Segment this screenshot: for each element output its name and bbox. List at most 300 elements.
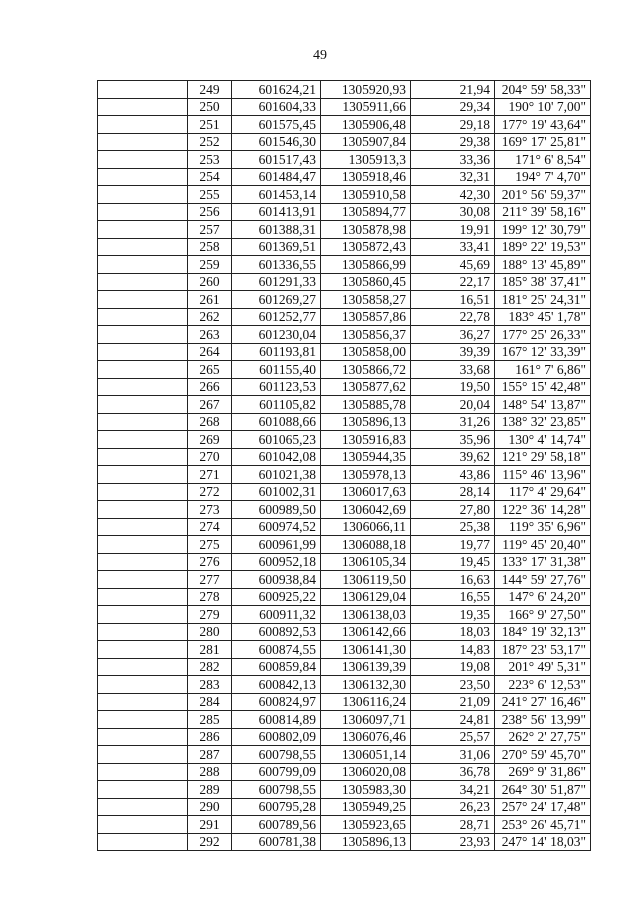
bearing-angle-cell: 166° 9' 27,50" (495, 606, 591, 624)
empty-cell (98, 133, 188, 151)
bearing-angle-cell: 169° 17' 25,81" (495, 133, 591, 151)
y-coordinate-cell: 1306142,66 (321, 623, 411, 641)
y-coordinate-cell: 1305866,72 (321, 361, 411, 379)
point-number-cell: 262 (188, 308, 232, 326)
x-coordinate-cell: 600961,99 (232, 536, 321, 554)
x-coordinate-cell: 601575,45 (232, 116, 321, 134)
table-row (98, 693, 591, 711)
table-row (98, 308, 591, 326)
point-number-cell: 281 (188, 641, 232, 659)
y-coordinate-cell: 1305896,13 (321, 413, 411, 431)
table-row (98, 606, 591, 624)
table-row (98, 133, 591, 151)
empty-cell (98, 361, 188, 379)
x-coordinate-cell: 600925,22 (232, 588, 321, 606)
x-coordinate-cell: 601193,81 (232, 343, 321, 361)
x-coordinate-cell: 601484,47 (232, 168, 321, 186)
point-number-cell: 249 (188, 81, 232, 99)
point-number-cell: 287 (188, 746, 232, 764)
y-coordinate-cell: 1305858,00 (321, 343, 411, 361)
table-row (98, 221, 591, 239)
x-coordinate-cell: 600798,55 (232, 746, 321, 764)
table-row (98, 781, 591, 799)
empty-cell (98, 536, 188, 554)
distance-cell: 25,57 (411, 728, 495, 746)
x-coordinate-cell: 600799,09 (232, 763, 321, 781)
point-number-cell: 271 (188, 466, 232, 484)
y-coordinate-cell: 1305856,37 (321, 326, 411, 344)
table-row (98, 553, 591, 571)
y-coordinate-cell: 1305878,98 (321, 221, 411, 239)
table-row (98, 343, 591, 361)
point-number-cell: 272 (188, 483, 232, 501)
empty-cell (98, 518, 188, 536)
x-coordinate-cell: 600842,13 (232, 676, 321, 694)
bearing-angle-cell: 189° 22' 19,53" (495, 238, 591, 256)
empty-cell (98, 186, 188, 204)
empty-cell (98, 501, 188, 519)
empty-cell (98, 676, 188, 694)
point-number-cell: 291 (188, 816, 232, 834)
bearing-angle-cell: 190° 10' 7,00" (495, 98, 591, 116)
bearing-angle-cell: 144° 59' 27,76" (495, 571, 591, 589)
empty-cell (98, 781, 188, 799)
table-row (98, 361, 591, 379)
distance-cell: 14,83 (411, 641, 495, 659)
distance-cell: 33,68 (411, 361, 495, 379)
empty-cell (98, 641, 188, 659)
y-coordinate-cell: 1305894,77 (321, 203, 411, 221)
empty-cell (98, 466, 188, 484)
distance-cell: 16,63 (411, 571, 495, 589)
empty-cell (98, 343, 188, 361)
bearing-angle-cell: 184° 19' 32,13" (495, 623, 591, 641)
bearing-angle-cell: 194° 7' 4,70" (495, 168, 591, 186)
distance-cell: 22,78 (411, 308, 495, 326)
point-number-cell: 277 (188, 571, 232, 589)
table-row (98, 588, 591, 606)
y-coordinate-cell: 1306139,39 (321, 658, 411, 676)
empty-cell (98, 693, 188, 711)
x-coordinate-cell: 601453,14 (232, 186, 321, 204)
x-coordinate-cell: 600911,32 (232, 606, 321, 624)
empty-cell (98, 658, 188, 676)
coordinates-table-body (98, 81, 591, 851)
empty-cell (98, 291, 188, 309)
y-coordinate-cell: 1305857,86 (321, 308, 411, 326)
bearing-angle-cell: 257° 24' 17,48" (495, 798, 591, 816)
empty-cell (98, 588, 188, 606)
table-row (98, 238, 591, 256)
distance-cell: 33,41 (411, 238, 495, 256)
point-number-cell: 276 (188, 553, 232, 571)
bearing-angle-cell: 138° 32' 23,85" (495, 413, 591, 431)
y-coordinate-cell: 1305906,48 (321, 116, 411, 134)
y-coordinate-cell: 1305978,13 (321, 466, 411, 484)
table-row (98, 483, 591, 501)
y-coordinate-cell: 1305858,27 (321, 291, 411, 309)
point-number-cell: 288 (188, 763, 232, 781)
empty-cell (98, 168, 188, 186)
point-number-cell: 284 (188, 693, 232, 711)
distance-cell: 23,50 (411, 676, 495, 694)
point-number-cell: 270 (188, 448, 232, 466)
x-coordinate-cell: 601042,08 (232, 448, 321, 466)
distance-cell: 19,77 (411, 536, 495, 554)
bearing-angle-cell: 204° 59' 58,33" (495, 81, 591, 99)
y-coordinate-cell: 1305860,45 (321, 273, 411, 291)
y-coordinate-cell: 1306076,46 (321, 728, 411, 746)
distance-cell: 19,08 (411, 658, 495, 676)
table-row (98, 798, 591, 816)
bearing-angle-cell: 167° 12' 33,39" (495, 343, 591, 361)
y-coordinate-cell: 1306088,18 (321, 536, 411, 554)
point-number-cell: 278 (188, 588, 232, 606)
x-coordinate-cell: 601517,43 (232, 151, 321, 169)
bearing-angle-cell: 185° 38' 37,41" (495, 273, 591, 291)
x-coordinate-cell: 600824,97 (232, 693, 321, 711)
distance-cell: 20,04 (411, 396, 495, 414)
empty-cell (98, 728, 188, 746)
x-coordinate-cell: 601624,21 (232, 81, 321, 99)
y-coordinate-cell: 1305877,62 (321, 378, 411, 396)
table-row (98, 466, 591, 484)
empty-cell (98, 378, 188, 396)
table-row (98, 378, 591, 396)
distance-cell: 33,36 (411, 151, 495, 169)
point-number-cell: 267 (188, 396, 232, 414)
distance-cell: 29,34 (411, 98, 495, 116)
y-coordinate-cell: 1305916,83 (321, 431, 411, 449)
y-coordinate-cell: 1305896,13 (321, 833, 411, 851)
y-coordinate-cell: 1305918,46 (321, 168, 411, 186)
bearing-angle-cell: 183° 45' 1,78" (495, 308, 591, 326)
y-coordinate-cell: 1306116,24 (321, 693, 411, 711)
bearing-angle-cell: 133° 17' 31,38" (495, 553, 591, 571)
bearing-angle-cell: 177° 19' 43,64" (495, 116, 591, 134)
distance-cell: 43,86 (411, 466, 495, 484)
empty-cell (98, 746, 188, 764)
point-number-cell: 255 (188, 186, 232, 204)
table-row (98, 256, 591, 274)
point-number-cell: 283 (188, 676, 232, 694)
point-number-cell: 252 (188, 133, 232, 151)
table-row (98, 518, 591, 536)
empty-cell (98, 81, 188, 99)
bearing-angle-cell: 155° 15' 42,48" (495, 378, 591, 396)
y-coordinate-cell: 1305923,65 (321, 816, 411, 834)
y-coordinate-cell: 1305949,25 (321, 798, 411, 816)
table-row (98, 623, 591, 641)
empty-cell (98, 413, 188, 431)
table-row (98, 291, 591, 309)
x-coordinate-cell: 600814,89 (232, 711, 321, 729)
y-coordinate-cell: 1305872,43 (321, 238, 411, 256)
x-coordinate-cell: 600795,28 (232, 798, 321, 816)
x-coordinate-cell: 600789,56 (232, 816, 321, 834)
y-coordinate-cell: 1305866,99 (321, 256, 411, 274)
table-row (98, 116, 591, 134)
y-coordinate-cell: 1306132,30 (321, 676, 411, 694)
table-row (98, 326, 591, 344)
x-coordinate-cell: 600798,55 (232, 781, 321, 799)
y-coordinate-cell: 1305911,66 (321, 98, 411, 116)
distance-cell: 24,81 (411, 711, 495, 729)
distance-cell: 22,17 (411, 273, 495, 291)
table-row (98, 448, 591, 466)
empty-cell (98, 203, 188, 221)
point-number-cell: 274 (188, 518, 232, 536)
empty-cell (98, 833, 188, 851)
bearing-angle-cell: 269° 9' 31,86" (495, 763, 591, 781)
x-coordinate-cell: 601065,23 (232, 431, 321, 449)
bearing-angle-cell: 121° 29' 58,18" (495, 448, 591, 466)
y-coordinate-cell: 1306119,50 (321, 571, 411, 589)
x-coordinate-cell: 601604,33 (232, 98, 321, 116)
x-coordinate-cell: 601369,51 (232, 238, 321, 256)
empty-cell (98, 448, 188, 466)
x-coordinate-cell: 601021,38 (232, 466, 321, 484)
y-coordinate-cell: 1306105,34 (321, 553, 411, 571)
point-number-cell: 265 (188, 361, 232, 379)
table-row (98, 431, 591, 449)
empty-cell (98, 151, 188, 169)
empty-cell (98, 396, 188, 414)
x-coordinate-cell: 601388,31 (232, 221, 321, 239)
table-row (98, 833, 591, 851)
point-number-cell: 280 (188, 623, 232, 641)
distance-cell: 23,93 (411, 833, 495, 851)
y-coordinate-cell: 1305907,84 (321, 133, 411, 151)
bearing-angle-cell: 270° 59' 45,70" (495, 746, 591, 764)
x-coordinate-cell: 601413,91 (232, 203, 321, 221)
x-coordinate-cell: 601088,66 (232, 413, 321, 431)
distance-cell: 19,50 (411, 378, 495, 396)
empty-cell (98, 711, 188, 729)
distance-cell: 19,45 (411, 553, 495, 571)
distance-cell: 45,69 (411, 256, 495, 274)
bearing-angle-cell: 181° 25' 24,31" (495, 291, 591, 309)
bearing-angle-cell: 148° 54' 13,87" (495, 396, 591, 414)
y-coordinate-cell: 1306051,14 (321, 746, 411, 764)
empty-cell (98, 116, 188, 134)
y-coordinate-cell: 1305920,93 (321, 81, 411, 99)
y-coordinate-cell: 1306017,63 (321, 483, 411, 501)
x-coordinate-cell: 601230,04 (232, 326, 321, 344)
distance-cell: 28,71 (411, 816, 495, 834)
empty-cell (98, 273, 188, 291)
distance-cell: 35,96 (411, 431, 495, 449)
bearing-angle-cell: 171° 6' 8,54" (495, 151, 591, 169)
distance-cell: 31,06 (411, 746, 495, 764)
point-number-cell: 264 (188, 343, 232, 361)
y-coordinate-cell: 1305910,58 (321, 186, 411, 204)
point-number-cell: 290 (188, 798, 232, 816)
point-number-cell: 268 (188, 413, 232, 431)
y-coordinate-cell: 1305885,78 (321, 396, 411, 414)
distance-cell: 31,26 (411, 413, 495, 431)
y-coordinate-cell: 1306141,30 (321, 641, 411, 659)
bearing-angle-cell: 187° 23' 53,17" (495, 641, 591, 659)
point-number-cell: 292 (188, 833, 232, 851)
bearing-angle-cell: 115° 46' 13,96" (495, 466, 591, 484)
table-row (98, 81, 591, 99)
bearing-angle-cell: 201° 49' 5,31" (495, 658, 591, 676)
bearing-angle-cell: 122° 36' 14,28" (495, 501, 591, 519)
distance-cell: 28,14 (411, 483, 495, 501)
x-coordinate-cell: 601002,31 (232, 483, 321, 501)
distance-cell: 36,78 (411, 763, 495, 781)
point-number-cell: 256 (188, 203, 232, 221)
y-coordinate-cell: 1306066,11 (321, 518, 411, 536)
bearing-angle-cell: 211° 39' 58,16" (495, 203, 591, 221)
distance-cell: 34,21 (411, 781, 495, 799)
y-coordinate-cell: 1305944,35 (321, 448, 411, 466)
point-number-cell: 279 (188, 606, 232, 624)
distance-cell: 32,31 (411, 168, 495, 186)
empty-cell (98, 483, 188, 501)
table-row (98, 676, 591, 694)
bearing-angle-cell: 130° 4' 14,74" (495, 431, 591, 449)
bearing-angle-cell: 188° 13' 45,89" (495, 256, 591, 274)
point-number-cell: 258 (188, 238, 232, 256)
bearing-angle-cell: 201° 56' 59,37" (495, 186, 591, 204)
x-coordinate-cell: 601155,40 (232, 361, 321, 379)
x-coordinate-cell: 600892,53 (232, 623, 321, 641)
table-row (98, 98, 591, 116)
point-number-cell: 261 (188, 291, 232, 309)
y-coordinate-cell: 1306129,04 (321, 588, 411, 606)
x-coordinate-cell: 600952,18 (232, 553, 321, 571)
y-coordinate-cell: 1306138,03 (321, 606, 411, 624)
distance-cell: 25,38 (411, 518, 495, 536)
distance-cell: 19,35 (411, 606, 495, 624)
point-number-cell: 269 (188, 431, 232, 449)
x-coordinate-cell: 600874,55 (232, 641, 321, 659)
bearing-angle-cell: 161° 7' 6,86" (495, 361, 591, 379)
x-coordinate-cell: 601291,33 (232, 273, 321, 291)
distance-cell: 27,80 (411, 501, 495, 519)
point-number-cell: 257 (188, 221, 232, 239)
empty-cell (98, 606, 188, 624)
point-number-cell: 263 (188, 326, 232, 344)
table-row (98, 203, 591, 221)
coordinates-table (97, 80, 591, 851)
empty-cell (98, 623, 188, 641)
point-number-cell: 275 (188, 536, 232, 554)
table-row (98, 711, 591, 729)
bearing-angle-cell: 119° 35' 6,96" (495, 518, 591, 536)
table-row (98, 151, 591, 169)
page-number: 49 (313, 48, 327, 63)
y-coordinate-cell: 1305913,3 (321, 151, 411, 169)
y-coordinate-cell: 1306020,08 (321, 763, 411, 781)
bearing-angle-cell: 119° 45' 20,40" (495, 536, 591, 554)
table-row (98, 396, 591, 414)
table-row (98, 641, 591, 659)
empty-cell (98, 256, 188, 274)
table-row (98, 168, 591, 186)
distance-cell: 19,91 (411, 221, 495, 239)
distance-cell: 29,38 (411, 133, 495, 151)
bearing-angle-cell: 177° 25' 26,33" (495, 326, 591, 344)
point-number-cell: 286 (188, 728, 232, 746)
bearing-angle-cell: 223° 6' 12,53" (495, 676, 591, 694)
x-coordinate-cell: 600781,38 (232, 833, 321, 851)
distance-cell: 29,18 (411, 116, 495, 134)
point-number-cell: 266 (188, 378, 232, 396)
distance-cell: 18,03 (411, 623, 495, 641)
y-coordinate-cell: 1306042,69 (321, 501, 411, 519)
point-number-cell: 285 (188, 711, 232, 729)
distance-cell: 16,55 (411, 588, 495, 606)
point-number-cell: 254 (188, 168, 232, 186)
table-row (98, 658, 591, 676)
empty-cell (98, 571, 188, 589)
bearing-angle-cell: 117° 4' 29,64" (495, 483, 591, 501)
table-row (98, 501, 591, 519)
bearing-angle-cell: 241° 27' 16,46" (495, 693, 591, 711)
table-row (98, 273, 591, 291)
empty-cell (98, 98, 188, 116)
x-coordinate-cell: 600859,84 (232, 658, 321, 676)
point-number-cell: 259 (188, 256, 232, 274)
empty-cell (98, 221, 188, 239)
distance-cell: 21,09 (411, 693, 495, 711)
distance-cell: 36,27 (411, 326, 495, 344)
empty-cell (98, 308, 188, 326)
bearing-angle-cell: 238° 56' 13,99" (495, 711, 591, 729)
empty-cell (98, 816, 188, 834)
point-number-cell: 250 (188, 98, 232, 116)
table-row (98, 571, 591, 589)
x-coordinate-cell: 601269,27 (232, 291, 321, 309)
table-row (98, 763, 591, 781)
point-number-cell: 253 (188, 151, 232, 169)
point-number-cell: 289 (188, 781, 232, 799)
point-number-cell: 251 (188, 116, 232, 134)
bearing-angle-cell: 264° 30' 51,87" (495, 781, 591, 799)
point-number-cell: 260 (188, 273, 232, 291)
x-coordinate-cell: 601336,55 (232, 256, 321, 274)
x-coordinate-cell: 601546,30 (232, 133, 321, 151)
empty-cell (98, 553, 188, 571)
bearing-angle-cell: 147° 6' 24,20" (495, 588, 591, 606)
distance-cell: 30,08 (411, 203, 495, 221)
table-row (98, 536, 591, 554)
empty-cell (98, 763, 188, 781)
x-coordinate-cell: 600802,09 (232, 728, 321, 746)
distance-cell: 42,30 (411, 186, 495, 204)
empty-cell (98, 798, 188, 816)
point-number-cell: 282 (188, 658, 232, 676)
x-coordinate-cell: 600974,52 (232, 518, 321, 536)
distance-cell: 39,39 (411, 343, 495, 361)
y-coordinate-cell: 1306097,71 (321, 711, 411, 729)
x-coordinate-cell: 600989,50 (232, 501, 321, 519)
empty-cell (98, 326, 188, 344)
empty-cell (98, 431, 188, 449)
point-number-cell: 273 (188, 501, 232, 519)
table-row (98, 186, 591, 204)
y-coordinate-cell: 1305983,30 (321, 781, 411, 799)
table-row (98, 413, 591, 431)
bearing-angle-cell: 262° 2' 27,75" (495, 728, 591, 746)
distance-cell: 26,23 (411, 798, 495, 816)
table-row (98, 728, 591, 746)
x-coordinate-cell: 600938,84 (232, 571, 321, 589)
distance-cell: 21,94 (411, 81, 495, 99)
